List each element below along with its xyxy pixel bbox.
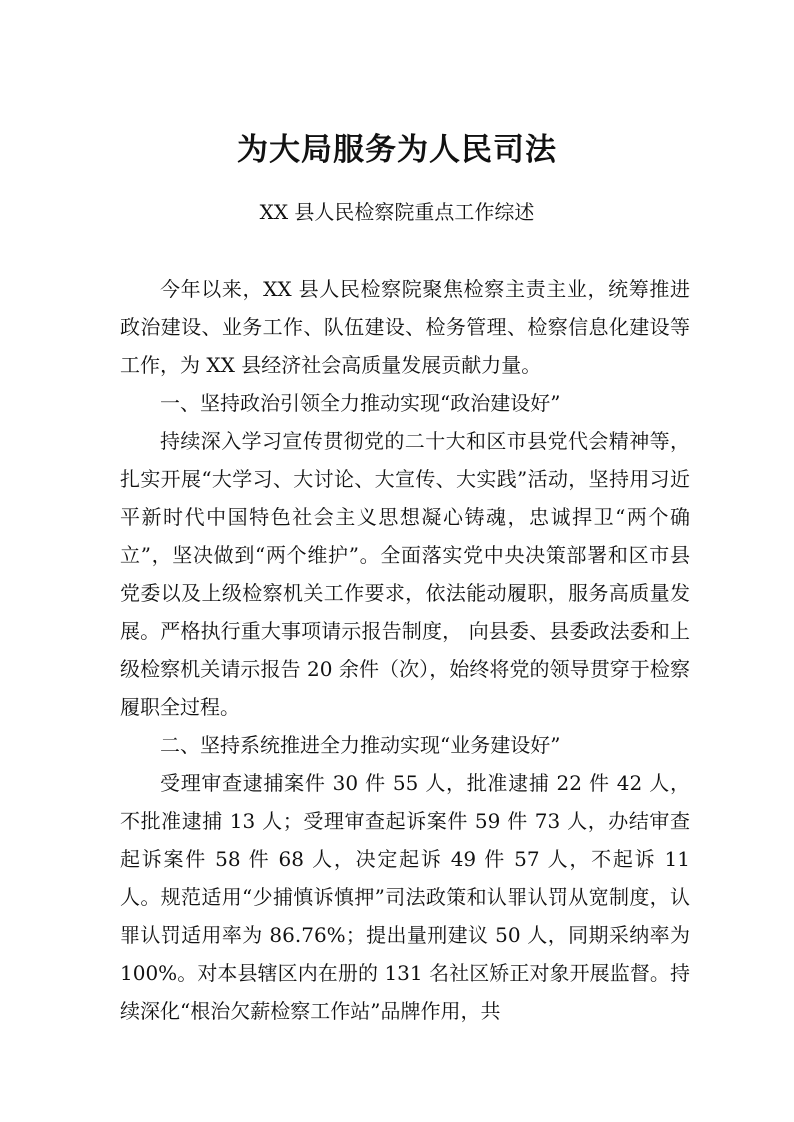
document-title: 为大局服务为人民司法	[237, 132, 557, 168]
section-heading-1: 一、坚持政治引领全力推动实现“政治建设好”	[160, 391, 561, 415]
section-1-paragraph: 持续深入学习宣传贯彻党的二十大和区市县党代会精神等，扎实开展“大学习、大讨论、大宣传、大实践”活动，坚持用习近平新时代中国特色社会主义思想凝心铸魂，忠诚捍卫“两个确立”，坚决做到“两个维护”。全面落实党中央决策部署和区市县党委以及上级检察机关工作要求，依法能动履职，服务高质量发展。严格执行重大事项请示报告制度， 向县委、县委政法委和上级检察机关请示报告 20 余件（次），始终将党的领导贯穿于检察履职全过程。	[120, 429, 690, 719]
section-2-paragraph: 受理审查逮捕案件 30 件 55 人，批准逮捕 22 件 42 人，不批准逮捕 13 人；受理审查起诉案件 59 件 73 人，办结审查起诉案件 58 件 68 人，决定起诉 49 件 57 人，不起诉 11 人。规范适用“少捕慎诉慎押”司法政策和认罪认罚从宽制度，认罪认罚适用率为 86.76%；提出量刑建议 50 人，同期采纳率为 100%。对本县辖区内在册的 131 名社区矫正对象开展监督。持续深化“根治欠薪检察工作站”品牌作用，共	[120, 771, 690, 1023]
section-heading-2: 二、坚持系统推进全力推动实现“业务建设好”	[160, 733, 561, 757]
document-body	[120, 270, 690, 1030]
document-subtitle: XX 县人民检察院重点工作综述	[259, 200, 535, 224]
intro-paragraph: 今年以来，XX 县人民检察院聚焦检察主责主业，统筹推进政治建设、业务工作、队伍建设、检务管理、检察信息化建设等工作，为 XX 县经济社会高质量发展贡献力量。	[120, 277, 690, 377]
